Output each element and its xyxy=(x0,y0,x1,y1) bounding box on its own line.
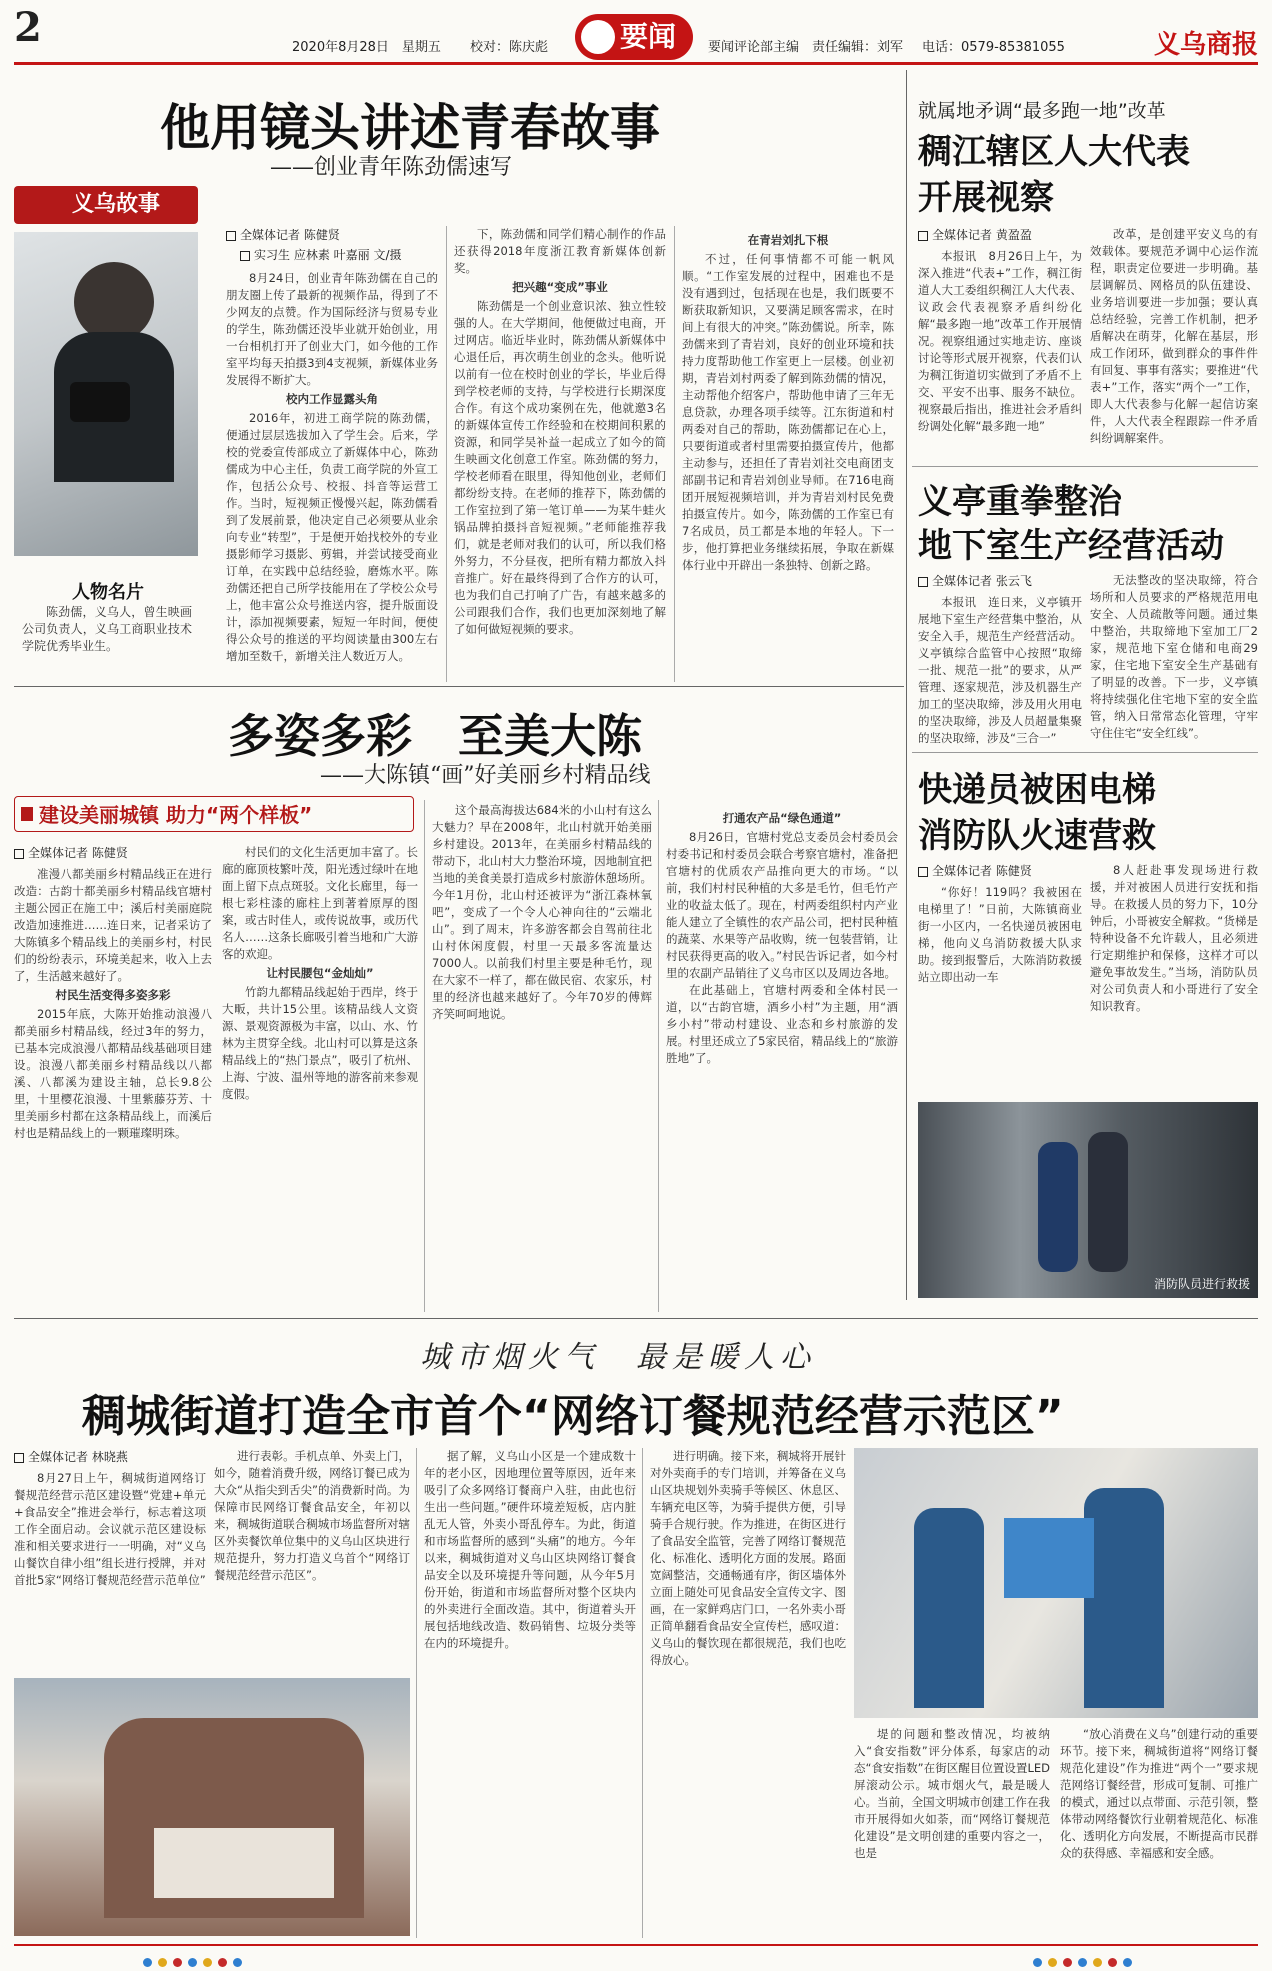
story6-col3: 据了解，义乌山小区是一个建成数十年的老小区，因地理位置等原因，近年来吸引了众多网络订餐商户入驻，由此也衍生出一些问题。”硬件环境差短板，店内脏乱无人管，外卖小哥乱停车。为此，街道和市场监督所的感到“头痛”的地方。今年以来，稠城街道对义乌山区块网络订餐食品安全以及环境提升等问题，从今年5月份开始，街道和市场监督所对整个区块内的外卖进行全面改造。其中，街道着头开展包括地线改造、数码销售、垃圾分类等在内的环境提升。 xyxy=(424,1449,636,1650)
story3-col1: 本报讯 8月26日上午，为深入推进“代表+”工作，稠江街道人大工委组织稠江人大代表、议政会代表视察矛盾纠纷化解“最多跑一地”改革工作开展情况。视察组通过实地走访、座谈讨论等形式展开视察，代表们认为稠江街道切实做到了矛盾不上交、平安不出事、服务不缺位。视察最后指出，推进社会矛盾纠纷调处化解“最多跑一地” xyxy=(918,249,1082,433)
divider xyxy=(424,800,425,1312)
footer-dots-left xyxy=(140,1952,245,1971)
story3-kicker: 就属地矛调“最多跑一地”改革 xyxy=(918,100,1166,122)
issue-date: 2020年8月28日 星期五 xyxy=(292,40,441,55)
story1-subhead3: 在青岩刘扎下根 xyxy=(747,233,829,247)
story6-col5: 堤的问题和整改情况，均被纳入“食安指数”评分体系，每家店的动态“食安指数”在街区醒目位置设置LED屏滚动公示。城市烟火气，最是暖人心。当前，全国文明城市创建工作在我市开展得如火如荼，而“网络订餐规范化建设”是文明创建的重要内容之一，也是 xyxy=(854,1727,1050,1860)
story5-col1: “你好！119吗？我被困在电梯里了！”日前，大陈镇商业街一小区内，一名快递员被困电梯，他向义乌消防救援大队求助。接到报警后，大陈消防救援站立即出动一车 xyxy=(918,885,1082,984)
footer-dot-icon xyxy=(233,1958,242,1967)
story5-photo xyxy=(918,1102,1258,1298)
footer-dot-icon xyxy=(1093,1958,1102,1967)
profile-text: 陈劲儒，义乌人，曾生映画公司负责人，义乌工商职业技术学院优秀毕业生。 xyxy=(22,605,192,653)
story1-photo xyxy=(14,232,198,556)
story6-col1: 8月27日上午，稠城街道网络订餐规范经营示范区建设暨“党建+单元+食品安全”推进会举行，标志着这项工作全面启动。会议就示范区建设标准和相关要求进行一一明确，对“义乌山餐饮自律小组”组长进行授牌，并对首批5家“网络订餐规范经营示范单位” xyxy=(14,1471,206,1587)
divider xyxy=(912,466,1258,467)
divider xyxy=(642,1448,643,1938)
story1-byline: 全媒体记者 陈健贤 xyxy=(226,226,340,243)
story3-byline: 全媒体记者 黄盈盈 xyxy=(918,226,1032,243)
story1-title: 他用镜头讲述青春故事 xyxy=(160,99,660,157)
footer-dot-icon xyxy=(203,1958,212,1967)
section-emblem-icon xyxy=(581,20,615,54)
story6-kicker: 城市烟火气 最是暖人心 xyxy=(420,1340,816,1375)
story3-title-1: 稠江辖区人大代表 xyxy=(918,132,1190,172)
story1-byline2: 实习生 应林素 叶嘉丽 文/摄 xyxy=(240,246,402,263)
story1-col1: 8月24日，创业青年陈劲儒在自己的朋友圈上传了最新的视频作品，得到了不少网友的点赞。作为国际经济与贸易专业的学生，陈劲儒还没毕业就开始创业，用一台相机打开了创业大门，如今他的工作室平均每天拍摄3到4支视频，新媒体业务发展得不断扩大。 校内工作显露头角 2016年，初进工商学院的陈劲儒，便通过层层选拔加入了学生会。后来，学校的党委宣传部成立了新媒体中心，陈劲儒成为中心主任，负责工商学院的外宣工作，包括公众号、校报、抖音等运营工作。当时，短视频正慢慢兴起，陈劲儒看到了发展前景，他决定自己必须要从业余向专业“转型”，于是便开始找校外的专业摄影师学习摄影、剪辑，并尝试接受商业订单，在实践中总结经验，磨炼水平。陈劲儒还把自己所学技能用在了学校公众号上，他丰富公众号推送内容，提升版面设计，添加视频要素，短短一年时间，便使得公众号的推送的平均阅读量由300左右增加至数千，新增关注人数近万人。 xyxy=(226,271,438,663)
divider xyxy=(674,226,675,682)
phone: 电话：0579-85381055 xyxy=(922,40,1065,55)
story4-col2: 无法整改的坚决取缔，符合场所和人员要求的严格规范用电安全、人员疏散等问题。通过集中整治，共取缔地下室加工厂2家，规范地下室仓储和电商29家，住宅地下室安全生产基础有了明显的改善。下一步，义亭镇将持续强化住宅地下室的安全监管，纳入日常常态化管理，守牢守住住宅“安全红线”。 xyxy=(1090,573,1258,740)
inspector-figure xyxy=(1084,1488,1164,1708)
header-rule xyxy=(14,62,1258,65)
story2-subhead2: 让村民腰包“金灿灿” xyxy=(266,966,374,980)
story4-col1: 本报讯 连日来，义亭镇开展地下室生产经营集中整治，从安全入手，规范生产经营活动。义亭镇综合监管中心按照“取缔一批、规范一批”的要求，从严管理、逐家规范，涉及机器生产加工的坚决取缔，涉及用火用电的坚决取缔，涉及人员超量集聚的坚决取缔，涉及“三合一” xyxy=(918,595,1082,744)
story2-byline: 全媒体记者 陈健贤 xyxy=(14,844,128,861)
section-tag xyxy=(575,14,693,60)
story3-col2: 改革，是创建平安义乌的有效载体。要规范矛调中心运作流程，职责定位要进一步明确。基层调解员、网格员的队伍建设、业务培训要进一步加强；要认真总结经验，完善工作机制，把矛盾解决在萌芽，化解在基层，形成工作闭环，做到群众的事件件有回复、事事有落实；要推进“代表+”工作，落实“两个一”工作，即人大代表参与化解一起信访案件，人大代表全程跟踪一件矛盾纠纷调解案件。 xyxy=(1090,227,1258,445)
divider xyxy=(14,686,904,687)
inspector-figure xyxy=(914,1508,984,1708)
proofreader: 校对：陈庆彪 xyxy=(470,40,549,55)
footer-dot-icon xyxy=(1123,1958,1132,1967)
firefighter-figure xyxy=(1038,1142,1078,1272)
story4-title-1: 义亭重拳整治 xyxy=(918,482,1122,522)
camera-icon xyxy=(70,382,130,422)
portrait-head xyxy=(74,262,154,342)
poster-board xyxy=(1004,1518,1094,1598)
footer-dots-right xyxy=(1030,1952,1135,1971)
story5-photo-caption: 消防队员进行救援 xyxy=(1153,1277,1250,1291)
story6-byline: 全媒体记者 林晓燕 xyxy=(14,1448,128,1465)
story1-subtitle: ——创业青年陈劲儒速写 xyxy=(270,155,513,180)
story2-title: 多姿多彩 至美大陈 xyxy=(228,709,642,763)
story1-tag xyxy=(14,186,198,224)
story1-subhead2: 把兴趣“变成”事业 xyxy=(512,280,608,294)
story2-col1: 准漫八都美丽乡村精品线正在进行改造：古韵十都美丽乡村精品线官塘村主题公园正在施工中；溪后村美丽庭院改造加速推进……连日来，记者采访了大陈镇多个精品线上的美丽乡村，村民们的纷纷表示，环境美起来，收入上去了，生活越来越好了。 村民生活变得多姿多彩 2015年底，大陈开始推动浪漫八都美丽乡村精品线，经过3年的努力，已基本完成浪漫八都精品线基础项目建设。浪漫八都美丽乡村精品线以八都溪、八都溪为建设主轴，总长9.8公里，十里樱花浪漫、十里紫藤芬芳、十里美丽乡村都在这条精品线上，而溪后村也是精品线上的一颗璀璨明珠。 xyxy=(14,867,212,1140)
editor-in-chief: 要闻评论部主编 xyxy=(708,40,800,55)
section-name: 要闻 xyxy=(619,20,676,53)
firefighter-figure xyxy=(1088,1132,1128,1272)
story5-col2: 8人赶赴事发现场进行救援，并对被困人员进行安抚和指导。在救援人员的努力下，10分钟后，小哥被安全解救。“货梯是特种设备不允许载人，且必须进行定期维护和保修，这样才可以避免事故发生。”当场，消防队员对公司负责人和小哥进行了安全知识教育。 xyxy=(1090,863,1258,1013)
story6-title: 稠城街道打造全市首个“网络订餐规范经营示范区” xyxy=(82,1391,1064,1442)
story3-title-2: 开展视察 xyxy=(918,178,1054,218)
page-number: 2 xyxy=(14,4,42,51)
sign-board xyxy=(154,1828,334,1898)
story1-col2: 下，陈劲儒和同学们精心制作的作品还获得2018年度浙江教育新媒体创新奖。 把兴趣“变成”事业 陈劲儒是一个创业意识浓、独立性较强的人。在大学期间，他便做过电商，开过网店。临近毕业时，陈劲儒从新媒体中心退任后，再次萌生创业的念头。他听说以前有一位在校时创业的学长，毕业后得到学校老师的支持，与学校进行长期深度合作。有这个成功案例在先，他就邀3名的新媒体宣传工作经验和在校期间积累的资源，和同学吴补益一起成立了如今的简生映画文化创意工作室。陈劲儒的努力，学校老师看在眼里，得知他创业，老师们都纷纷支持。在老师的推荐下，陈劲儒的工作室拉到了第一笔订单——为某牛蛙火锅品牌拍摄抖音短视频。”老师能推荐我们，就是老师对我们的认可，所以我们格外努力，不分昼夜，把所有精力都放入抖音推广。好在最终得到了合作方的认可，也为我们自己打响了广告，有越来越多的公司跟我们合作，我们也更加深刻地了解了如何做短视频的要求。 xyxy=(454,227,666,636)
story6-photo-left xyxy=(14,1678,410,1936)
story1-col3: 在青岩刘扎下根 不过，任何事情都不可能一帆风顺。“工作室发展的过程中，困难也不是没有遇到过，包括现在也是，我们既要不断获取新知识，又要满足顾客需求，在时间上有很大的冲突。”陈劲儒说。所幸，陈劲儒来到了青岩刘，良好的创业环境和扶持力度帮助他工作室更上一层楼。创业初期，青岩刘村两委了解到陈劲儒的情况，主动帮他介绍客户，帮助他申请了三年无息贷款，办理各项手续等。江东街道和村两委对自己的帮助，陈劲儒都记在心上，只要街道或者村里需要拍摄宣传片，他都主动参与，还担任了青岩刘社交电商团支部副书记和青岩刘创业导师。在716电商团开展短视频培训，并为青岩刘村民免费拍摄宣传片。如今，陈劲儒的工作室已有7名成员，员工都是本地的年轻人。下一步，他打算把业务继续拓展，争取在新媒体行业中开辟出一条独特、创新之路。 xyxy=(682,233,894,572)
divider xyxy=(912,752,1258,753)
footer-dot-icon xyxy=(143,1958,152,1967)
story4-title-2: 地下室生产经营活动 xyxy=(918,526,1224,566)
story1-subhead1: 校内工作显露头角 xyxy=(286,392,378,406)
masthead-logo: 义乌商报 xyxy=(1153,30,1258,60)
page-header xyxy=(0,0,1272,72)
story2-subhead3: 打通农产品“绿色通道” xyxy=(722,811,842,825)
footer-dot-icon xyxy=(1108,1958,1117,1967)
footer-rule xyxy=(14,1944,1258,1946)
banner-marker-icon xyxy=(21,807,33,821)
story6-photo-right xyxy=(854,1448,1258,1718)
divider xyxy=(14,1318,1258,1319)
divider xyxy=(658,800,659,1312)
story5-byline: 全媒体记者 陈健贤 xyxy=(918,862,1032,879)
story2-subtitle: ——大陈镇“画”好美丽乡村精品线 xyxy=(320,763,651,788)
story6-col4: 进行明确。接下来，稠城将开展针对外卖商手的专门培训，并筹备在义乌山区块规划外卖骑手等候区、休息区、车辆充电区等，为骑手提供方便，引导骑手合规行驶。作为推进，在街区进行了食品安全监管，完善了网络订餐规范化、标准化、透明化方面的发展。路面宽阔整洁，交通畅通有序，街区墙体外立面上随处可见食品安全宣传文字、图画，在一家鲜鸡店门口，一名外卖小哥正简单翻看食品安全宣传栏，感叹道：义乌山的餐饮现在都很规范，我们也吃得放心。 xyxy=(650,1449,846,1667)
footer-dot-icon xyxy=(1048,1958,1057,1967)
divider xyxy=(446,226,447,682)
profile-title: 人物名片 xyxy=(72,582,144,603)
story2-col3: 这个最高海拔达684米的小山村有这么大魅力？早在2008年，北山村就开始美丽乡村建设。2013年，在美丽乡村精品线的带动下，北山村大力整治环境，因地制宜把当地的美食美景打造成乡村旅游休憩场所。今年1月份，北山村还被评为“浙江森林氧吧”，变成了一个令人心神向往的“云端北山”。到了周末，许多游客都会自驾前往北山村休闲度假，村里一天最多客流量达7000人。以前我们村里主要是种毛竹，现在大家不一样了，都在做民宿、农家乐，村里的经济也越来越好了。今年70岁的傅辉齐笑呵呵地说。 xyxy=(432,803,652,1021)
footer-dot-icon xyxy=(158,1958,167,1967)
footer-dot-icon xyxy=(218,1958,227,1967)
editor: 责任编辑：刘军 xyxy=(812,40,904,55)
story5-title-1: 快递员被困电梯 xyxy=(918,770,1156,810)
story6-col6: “放心消费在义乌”创建行动的重要环节。接下来，稠城街道将“网络订餐规范化建设”作为推进“两个一”要求规范网络订餐经营，形成可复制、可推广的模式，通过以点带面、示范引领，整体带动网络餐饮行业朝着规范化、标准化、透明化方向发展，不断提高市民群众的获得感、幸福感和安全感。 xyxy=(1060,1727,1258,1860)
story4-byline: 全媒体记者 张云飞 xyxy=(918,572,1032,589)
story2-subhead1: 村民生活变得多姿多彩 xyxy=(55,988,171,1002)
divider xyxy=(416,1448,417,1938)
footer-dot-icon xyxy=(1063,1958,1072,1967)
footer-dot-icon xyxy=(173,1958,182,1967)
story5-title-2: 消防队火速营救 xyxy=(918,816,1156,856)
story2-banner-label: 建设美丽城镇 助力“两个样板” xyxy=(39,803,313,827)
story2-col4: 打通农产品“绿色通道” 8月26日，官塘村党总支委员会村委员会村委书记和村委员会联合考察官塘村，准备把官塘村的优质农产品推向更大的市场。“以前，我们村村民种植的大多是毛竹，但毛竹产业的收益太低了。现在，村两委组织村内产业能人建立了全镇性的农产品公司，把村民种植的蔬菜、水果等产品收购，统一包装营销，让村民获得更高的收入。”村民告诉记者，如今村里的农副产品销往了义乌市区以及周边各地。 在此基础上，官塘村两委和全体村民一道，以“古韵官塘，酒乡小村”为主题，用“酒乡小村”带动村建设、业态和乡村旅游的发展。村里还成立了5家民宿，精品线上的“旅游胜地”了。 xyxy=(666,811,898,1065)
story6-col2: 进行表彰。手机点单、外卖上门，如今，随着消费升级，网络订餐已成为大众“从指尖到舌尖”的消费新时尚。为保障市民网络订餐食品安全，年初以来，稠城街道联合稠城市场监督所对辖区外卖餐饮单位集中的义乌山区块进行规范提升，努力打造义乌首个“网络订餐规范经营示范区”。 xyxy=(214,1449,410,1582)
story2-banner xyxy=(14,796,414,832)
story1-tag-label: 义乌故事 xyxy=(72,192,161,217)
column-divider xyxy=(906,70,907,1300)
story2-col2: 村民们的文化生活更加丰富了。长廊的廊顶枝繁叶茂，阳光透过绿叶在地面上留下点点斑驳。文化长廊里，每一根七彩柱漆的廊柱上到著着原厚的图案，或古时佳人，或传说故事，或历代名人……这条长廊吸引着当地和广大游客的欢迎。 让村民腰包“金灿灿” 竹韵九都精品线起始于西岸，终于大畈，共计15公里。该精品线人文资源、景观资源极为丰富，以山、水、竹林为主贯穿全线。北山村可以算是这条精品线上的“热门景点”，吸引了杭州、上海、宁波、温州等地的游客前来参观度假。 xyxy=(222,845,418,1101)
footer-dot-icon xyxy=(188,1958,197,1967)
footer-dot-icon xyxy=(1078,1958,1087,1967)
footer-dot-icon xyxy=(1033,1958,1042,1967)
